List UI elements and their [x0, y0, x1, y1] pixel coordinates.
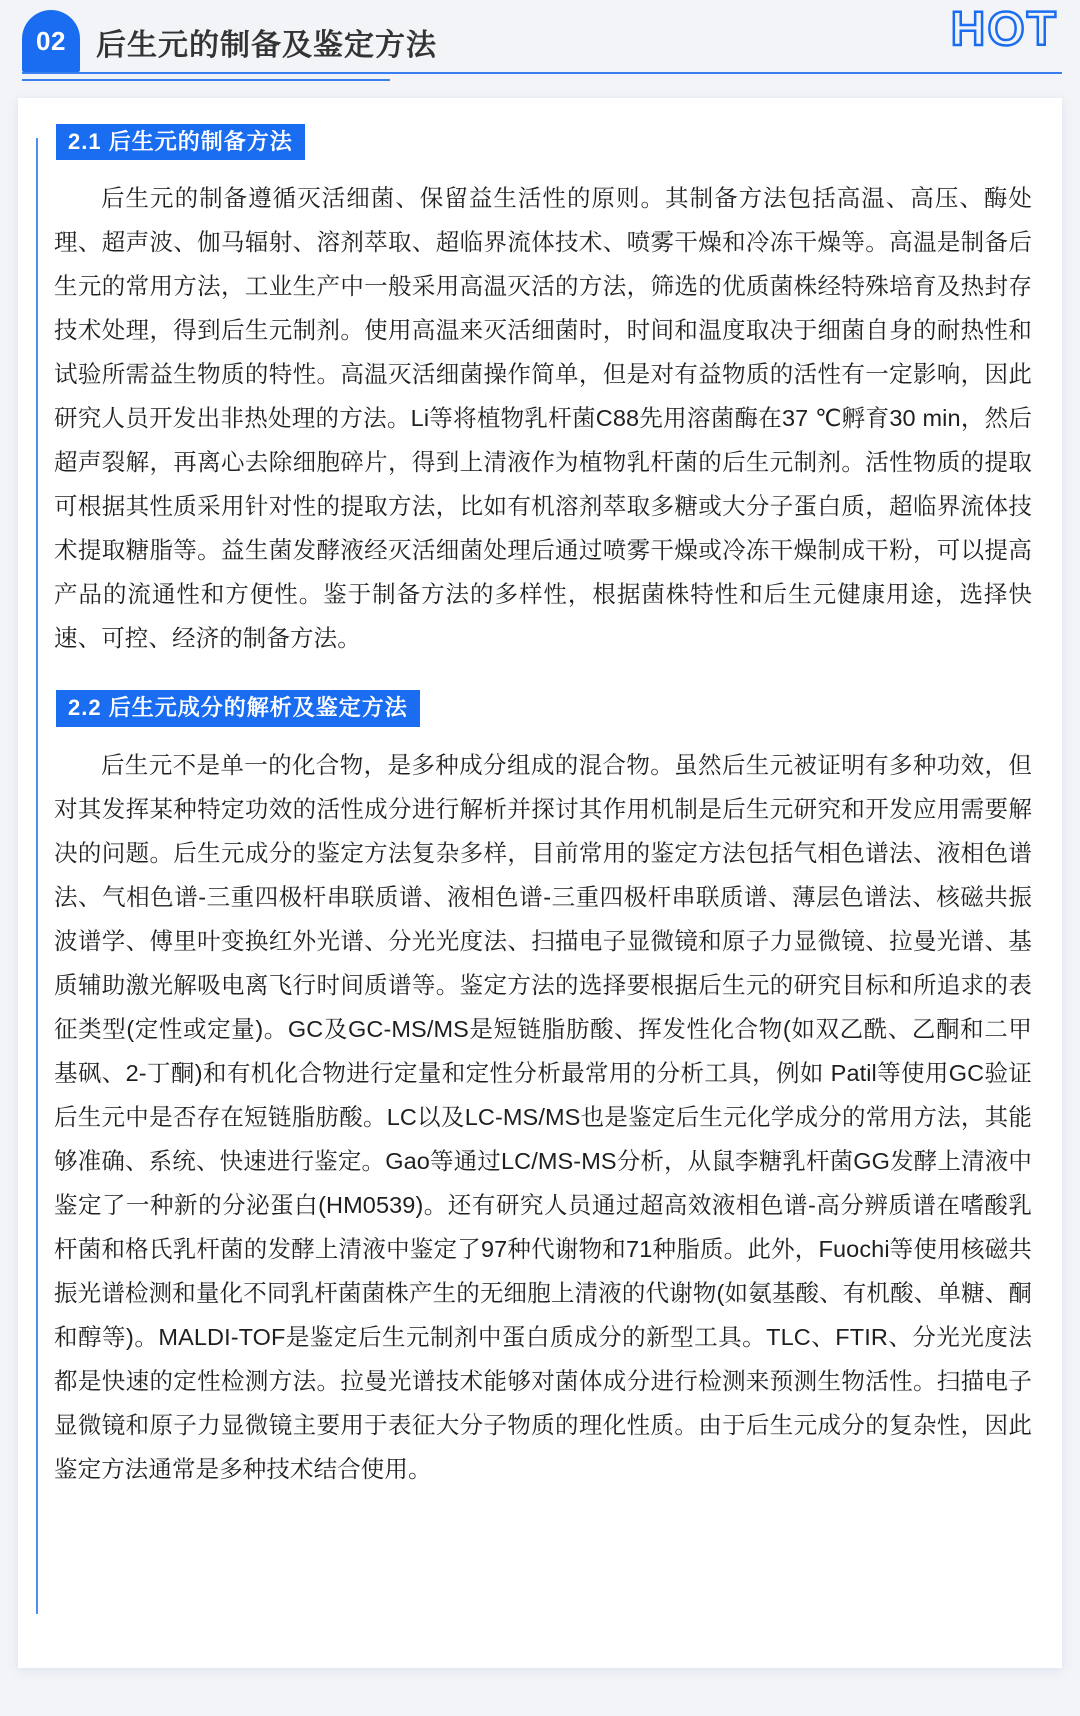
content-card [18, 98, 1062, 1668]
page-header [0, 0, 1080, 88]
section-body-2-2 [44, 743, 1036, 1491]
header-inner [0, 0, 1080, 72]
section-2-1 [44, 124, 1036, 660]
paragraph-2-1: 后生元的制备遵循灭活细菌、保留益生活性的原则。其制备方法包括高温、高压、酶处理、超声波、伽马辐射、溶剂萃取、超临界流体技术、喷雾干燥和冷冻干燥等。高温是制备后生元的常用方法，工业生产中一般采用高温灭活的方法，筛选的优质菌株经特殊培育及热封存技术处理，得到后生元制剂。使用高温来灭活细菌时，时间和温度取决于细菌自身的耐热性和试验所需益生物质的特性。高温灭活细菌操作简单，但是对有益物质的活性有一定影响，因此研究人员开发出非热处理的方法。Li等将植物乳杆菌C88先用溶菌酶在37 ℃孵育30 min，然后超声裂解，再离心去除细胞碎片，得到上清液作为植物乳杆菌的后生元制剂。活性物质的提取可根据其性质采用针对性的提取方法，比如有机溶剂萃取多糖或大分子蛋白质，超临界流体技术提取糖脂等。益生菌发酵液经灭活细菌处理后通过喷雾干燥或冷冻干燥制成干粉，可以提高产品的流通性和方便性。鉴于制备方法的多样性，根据菌株特性和后生元健康用途，选择快速、可控、经济的制备方法。 [54, 185, 1032, 652]
section-number-badge: 02 [22, 10, 80, 72]
section-2-2 [44, 690, 1036, 1490]
section-heading-2-2: 2.2 后生元成分的解析及鉴定方法 [56, 690, 420, 726]
hot-logo: HOT [950, 3, 1058, 56]
section-heading-2-1: 2.1 后生元的制备方法 [56, 124, 305, 160]
card-left-accent-rule [36, 138, 38, 1614]
paragraph-2-2: 后生元不是单一的化合物，是多种成分组成的混合物。虽然后生元被证明有多种功效，但对其发挥某种特定功效的活性成分进行解析并探讨其作用机制是后生元研究和开发应用需要解决的问题。后生元成分的鉴定方法复杂多样，目前常用的鉴定方法包括气相色谱法、液相色谱法、气相色谱-三重四极杆串联质谱、液相色谱-三重四极杆串联质谱、薄层色谱法、核磁共振波谱学、傅里叶变换红外光谱、分光光度法、扫描电子显微镜和原子力显微镜、拉曼光谱、基质辅助激光解吸电离飞行时间质谱等。鉴定方法的选择要根据后生元的研究目标和所追求的表征类型(定性或定量)。GC及GC-MS/MS是短链脂肪酸、挥发性化合物(如双乙酰、乙酮和二甲基砜、2-丁酮)和有机化合物进行定量和定性分析最常用的分析工具，例如 Patil等使用GC验证后生元中是否存在短链脂肪酸。LC以及LC-MS/MS也是鉴定后生元化学成分的常用方法，其能够准确、系统、快速进行鉴定。Gao等通过LC/MS-MS分析，从鼠李糖乳杆菌GG发酵上清液中鉴定了一种新的分泌蛋白(HM0539)。还有研究人员通过超高效液相色谱-高分辨质谱在嗜酸乳杆菌和格氏乳杆菌的发酵上清液中鉴定了97种代谢物和71种脂质。此外，Fuochi等使用核磁共振光谱检测和量化不同乳杆菌菌株产生的无细胞上清液的代谢物(如氨基酸、有机酸、单糖、酮和醇等)。MALDI-TOF是鉴定后生元制剂中蛋白质成分的新型工具。TLC、FTIR、分光光度法都是快速的定性检测方法。拉曼光谱技术能够对菌体成分进行检测来预测生物活性。扫描电子显微镜和原子力显微镜主要用于表征大分子物质的理化性质。由于后生元成分的复杂性，因此鉴定方法通常是多种技术结合使用。 [54, 751, 1032, 1482]
page-title: 后生元的制备及鉴定方法 [96, 29, 437, 62]
header-rule-long [22, 72, 1062, 74]
header-rule-short [22, 79, 390, 81]
section-body-2-1 [44, 176, 1036, 660]
